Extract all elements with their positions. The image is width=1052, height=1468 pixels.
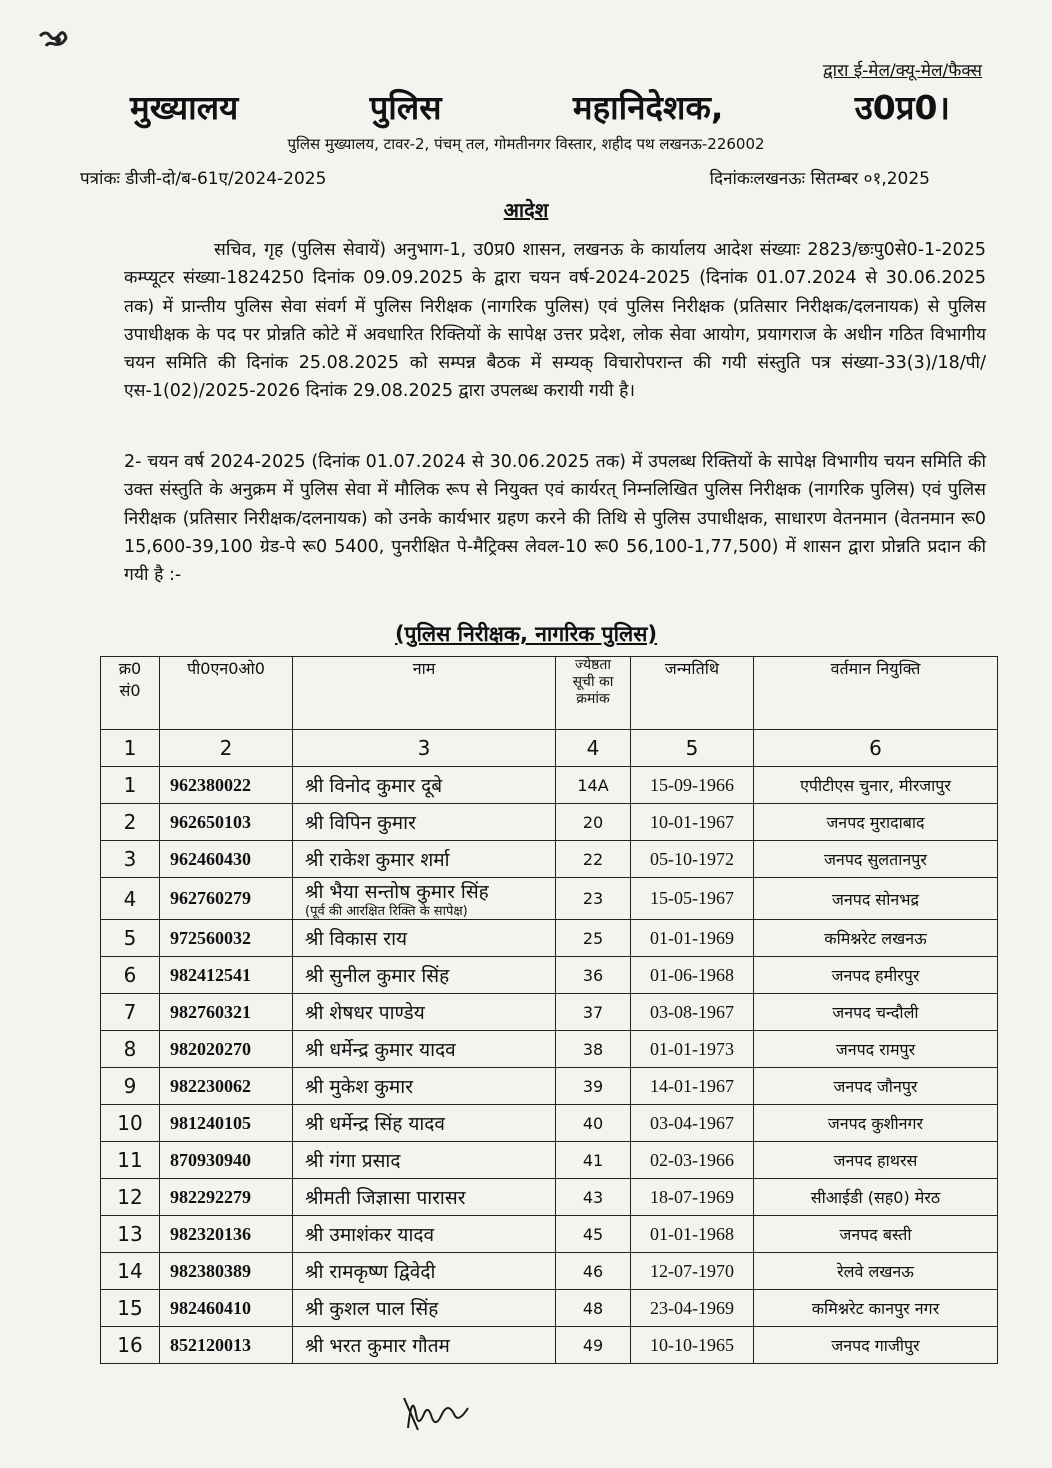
cell-seniority: 23 xyxy=(556,878,631,920)
officer-name: श्री भरत कुमार गौतम xyxy=(305,1335,450,1357)
cell-serial: 13 xyxy=(101,1216,160,1253)
cell-pno: 982380389 xyxy=(160,1253,293,1290)
officer-name: श्री सुनील कुमार सिंह xyxy=(305,965,450,987)
signature-mark xyxy=(398,1384,478,1434)
header-dob: जन्मतिथि xyxy=(631,657,754,730)
cell-seniority: 25 xyxy=(556,920,631,957)
cell-serial: 10 xyxy=(101,1105,160,1142)
cell-dob: 23-04-1969 xyxy=(631,1290,754,1327)
cell-dob: 03-08-1967 xyxy=(631,994,754,1031)
paragraph-1: सचिव, गृह (पुलिस सेवायें) अनुभाग-1, उ0प्र0 शासन, लखनऊ के कार्यालय आदेश संख्याः 2823/छःपु0से0-1-2025 कम्प्यूटर संख्या-1824250 दिनांक 09.09.2025 के द्वारा चयन वर्ष-2024-2025 (दिनांक 01.07.2024 से 30.06.2025 तक) में प्रान्तीय पुलिस सेवा संवर्ग में पुलिस निरीक्षक (नागरिक पुलिस) एवं पुलिस निरीक्षक (प्रतिसार निरीक्षक/दलनायक) से पुलिस उपाधीक्षक के पद पर प्रोन्नति कोटे में अवधारित रिक्तियों के सापेक्ष उत्तर प्रदेश, लोक सेवा आयोग, प्रयागराज के अधीन गठित विभागीय चयन समिति की दिनांक 25.08.2025 को सम्पन्न बैठक में सम्यक् विचारोपरान्त की गयी संस्तुति पत्र संख्या-33(3)/18/पी/एस-1(02)/2025-2026 दिनांक 29.08.2025 द्वारा उपलब्ध करायी गयी है। xyxy=(124,240,986,402)
cell-name xyxy=(293,878,556,920)
cell-seniority: 22 xyxy=(556,841,631,878)
office-address: पुलिस मुख्यालय, टावर-2, पंचम् तल, गोमतीनगर विस्तार, शहीद पथ लखनऊ-226002 xyxy=(287,135,765,153)
cell-posting: जनपद रामपुर xyxy=(754,1031,998,1068)
cell-seniority: 48 xyxy=(556,1290,631,1327)
cell-pno: 870930940 xyxy=(160,1142,293,1179)
office-title-part: मुख्यालय xyxy=(130,88,239,127)
cell-serial: 4 xyxy=(101,878,160,920)
cell-pno: 982460410 xyxy=(160,1290,293,1327)
cell-pno: 962460430 xyxy=(160,841,293,878)
cell-seniority: 36 xyxy=(556,957,631,994)
cell-serial: 11 xyxy=(101,1142,160,1179)
cell-serial: 3 xyxy=(101,841,160,878)
cell-posting: जनपद मुरादाबाद xyxy=(754,804,998,841)
cell-name xyxy=(293,1290,556,1327)
cell-name xyxy=(293,1142,556,1179)
officer-name: श्री रामकृष्ण द्विवेदी xyxy=(305,1261,436,1283)
cell-dob: 12-07-1970 xyxy=(631,1253,754,1290)
table-row xyxy=(101,1031,998,1068)
officer-name: श्रीमती जिज्ञासा पारासर xyxy=(305,1187,466,1209)
cell-name xyxy=(293,920,556,957)
cell-serial: 9 xyxy=(101,1068,160,1105)
cell-dob: 15-09-1966 xyxy=(631,767,754,804)
table-row xyxy=(101,1142,998,1179)
cell-serial: 15 xyxy=(101,1290,160,1327)
cell-pno: 981240105 xyxy=(160,1105,293,1142)
cell-dob: 01-01-1969 xyxy=(631,920,754,957)
cell-name xyxy=(293,841,556,878)
cell-serial: 6 xyxy=(101,957,160,994)
cell-seniority: 40 xyxy=(556,1105,631,1142)
office-title-part: उ0प्र0। xyxy=(854,88,950,127)
reference-line xyxy=(80,166,930,189)
cell-posting: जनपद हमीरपुर xyxy=(754,957,998,994)
cell-pno: 982292279 xyxy=(160,1179,293,1216)
cell-seniority: 41 xyxy=(556,1142,631,1179)
cell-serial: 7 xyxy=(101,994,160,1031)
cell-dob: 02-03-1966 xyxy=(631,1142,754,1179)
column-number: 5 xyxy=(631,730,754,767)
office-title xyxy=(130,84,950,129)
table-row xyxy=(101,1253,998,1290)
cell-seniority: 45 xyxy=(556,1216,631,1253)
table-caption: (पुलिस निरीक्षक, नागरिक पुलिस) xyxy=(394,622,658,646)
cell-posting: कमिश्नरेट लखनऊ xyxy=(754,920,998,957)
cell-name xyxy=(293,1179,556,1216)
cell-name xyxy=(293,1253,556,1290)
cell-pno: 962760279 xyxy=(160,878,293,920)
cell-seniority: 20 xyxy=(556,804,631,841)
cell-posting: जनपद हाथरस xyxy=(754,1142,998,1179)
table-row xyxy=(101,1105,998,1142)
table-row xyxy=(101,878,998,920)
table-row xyxy=(101,994,998,1031)
cell-serial: 5 xyxy=(101,920,160,957)
officer-name: श्री कुशल पाल सिंह xyxy=(305,1298,439,1320)
paragraph-2: 2- चयन वर्ष 2024-2025 (दिनांक 01.07.2024 से 30.06.2025 तक) में उपलब्ध रिक्तियों के सापेक्ष विभागीय चयन समिति की उक्त संस्तुति के अनुक्रम में पुलिस सेवा में मौलिक रूप से नियुक्त एवं कार्यरत् निम्नलिखित पुलिस निरीक्षक (नागरिक पुलिस) एवं पुलिस निरीक्षक (प्रतिसार निरीक्षक/दलनायक) को उनके कार्यभार ग्रहण करने की तिथि से पुलिस उपाधीक्षक, साधारण वेतनमान (वेतनमान रू0 15,600-39,100 ग्रेड-पे रू0 5400, पुनरीक्षित पे-मैट्रिक्स लेवल-10 रू0 56,100-1,77,500) में शासन द्वारा प्रोन्नति प्रदान की गयी है :- xyxy=(124,452,986,586)
cell-pno: 982320136 xyxy=(160,1216,293,1253)
column-number: 2 xyxy=(160,730,293,767)
officer-name: श्री उमाशंकर यादव xyxy=(305,1224,435,1246)
cell-serial: 12 xyxy=(101,1179,160,1216)
cell-posting: सीआईडी (सह0) मेरठ xyxy=(754,1179,998,1216)
cell-dob: 01-01-1968 xyxy=(631,1216,754,1253)
cell-pno: 962650103 xyxy=(160,804,293,841)
cell-dob: 15-05-1967 xyxy=(631,878,754,920)
header-name: नाम xyxy=(293,657,556,730)
cell-dob: 10-01-1967 xyxy=(631,804,754,841)
reference-number: पत्रांकः डीजी-दो/ब-61ए/2024-2025 xyxy=(80,169,327,189)
column-number: 6 xyxy=(754,730,998,767)
cell-posting: जनपद सुलतानपुर xyxy=(754,841,998,878)
cell-pno: 982020270 xyxy=(160,1031,293,1068)
officer-name: श्री धर्मेन्द्र कुमार यादव xyxy=(305,1039,456,1061)
officer-name: श्री धर्मेन्द्र सिंह यादव xyxy=(305,1113,445,1135)
column-number-row xyxy=(101,730,998,767)
cell-posting: जनपद चन्दौली xyxy=(754,994,998,1031)
cell-dob: 18-07-1969 xyxy=(631,1179,754,1216)
cell-name xyxy=(293,1031,556,1068)
cell-posting: एपीटीएस चुनार, मीरजापुर xyxy=(754,767,998,804)
header-sn: क्र0 सं0 xyxy=(101,657,160,730)
table-row xyxy=(101,1327,998,1364)
cell-serial: 1 xyxy=(101,767,160,804)
officer-name: श्री मुकेश कुमार xyxy=(305,1076,413,1098)
cell-posting: जनपद जौनपुर xyxy=(754,1068,998,1105)
cell-name xyxy=(293,957,556,994)
cell-pno: 962380022 xyxy=(160,767,293,804)
ink-mark-icon xyxy=(38,28,68,50)
table-row xyxy=(101,841,998,878)
table-row xyxy=(101,767,998,804)
officer-note: (पूर्व की आरक्षित रिक्ति के सापेक्ष) xyxy=(305,904,468,919)
column-number: 4 xyxy=(556,730,631,767)
table-row xyxy=(101,804,998,841)
cell-posting: जनपद कुशीनगर xyxy=(754,1105,998,1142)
delivery-mode: द्वारा ई-मेल/क्यू-मेल/फैक्स xyxy=(822,61,982,81)
cell-pno: 972560032 xyxy=(160,920,293,957)
officer-name: श्री गंगा प्रसाद xyxy=(305,1150,401,1172)
cell-serial: 2 xyxy=(101,804,160,841)
header-seniority: ज्येष्ठता सूची का क्रमांक xyxy=(556,657,631,730)
cell-name xyxy=(293,804,556,841)
cell-seniority: 49 xyxy=(556,1327,631,1364)
cell-name xyxy=(293,1105,556,1142)
cell-pno: 982230062 xyxy=(160,1068,293,1105)
cell-serial: 8 xyxy=(101,1031,160,1068)
table-row xyxy=(101,1290,998,1327)
cell-posting: जनपद बस्ती xyxy=(754,1216,998,1253)
cell-pno: 982760321 xyxy=(160,994,293,1031)
cell-seniority: 38 xyxy=(556,1031,631,1068)
cell-serial: 14 xyxy=(101,1253,160,1290)
cell-posting: रेलवे लखनऊ xyxy=(754,1253,998,1290)
issue-date: दिनांकःलखनऊः सितम्बर ०१,2025 xyxy=(709,169,930,189)
cell-name xyxy=(293,1327,556,1364)
officer-name: श्री विनोद कुमार दूबे xyxy=(305,775,443,797)
cell-serial: 16 xyxy=(101,1327,160,1364)
cell-seniority: 37 xyxy=(556,994,631,1031)
cell-pno: 852120013 xyxy=(160,1327,293,1364)
cell-name xyxy=(293,767,556,804)
officer-name: श्री विपिन कुमार xyxy=(305,812,416,834)
table-row xyxy=(101,1216,998,1253)
table-row xyxy=(101,1179,998,1216)
column-number: 1 xyxy=(101,730,160,767)
cell-name xyxy=(293,1216,556,1253)
cell-dob: 10-10-1965 xyxy=(631,1327,754,1364)
table-header-row xyxy=(101,657,998,730)
header-posting: वर्तमान नियुक्ति xyxy=(754,657,998,730)
cell-dob: 03-04-1967 xyxy=(631,1105,754,1142)
cell-posting: जनपद गाजीपुर xyxy=(754,1327,998,1364)
cell-name xyxy=(293,994,556,1031)
office-title-part: महानिदेशक, xyxy=(572,88,724,127)
officer-name: श्री राकेश कुमार शर्मा xyxy=(305,849,450,871)
cell-seniority: 43 xyxy=(556,1179,631,1216)
officer-name: श्री विकास राय xyxy=(305,928,408,950)
column-number: 3 xyxy=(293,730,556,767)
officer-name: श्री शेषधर पाण्डेय xyxy=(305,1002,425,1024)
cell-pno: 982412541 xyxy=(160,957,293,994)
order-heading: आदेश xyxy=(503,198,549,222)
cell-seniority: 39 xyxy=(556,1068,631,1105)
cell-dob: 14-01-1967 xyxy=(631,1068,754,1105)
office-title-part: पुलिस xyxy=(369,88,442,127)
cell-seniority: 14A xyxy=(556,767,631,804)
cell-posting: कमिश्नरेट कानपुर नगर xyxy=(754,1290,998,1327)
table-row xyxy=(101,1068,998,1105)
promotion-table xyxy=(100,656,998,1364)
table-row xyxy=(101,920,998,957)
table-row xyxy=(101,957,998,994)
cell-dob: 05-10-1972 xyxy=(631,841,754,878)
cell-posting: जनपद सोनभद्र xyxy=(754,878,998,920)
header-pno: पी0एन0ओ0 xyxy=(160,657,293,730)
cell-dob: 01-01-1973 xyxy=(631,1031,754,1068)
cell-seniority: 46 xyxy=(556,1253,631,1290)
cell-name xyxy=(293,1068,556,1105)
officer-name: श्री भैया सन्तोष कुमार सिंह xyxy=(305,881,489,903)
cell-dob: 01-06-1968 xyxy=(631,957,754,994)
